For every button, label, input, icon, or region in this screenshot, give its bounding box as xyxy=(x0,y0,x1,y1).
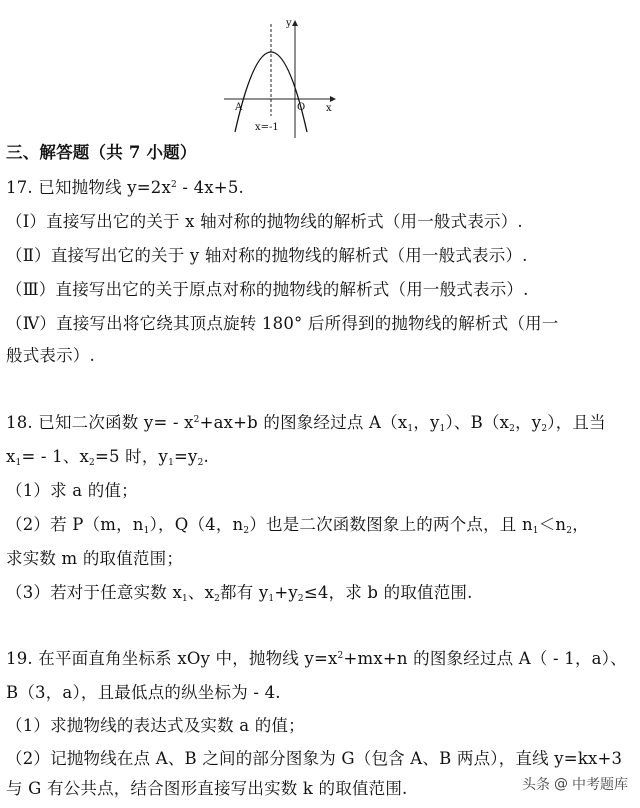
q19-part-2-line1: （2）记抛物线在点 A、B 之间的部分图象为 G（包含 A、B 两点），直线 y=kx+3 xyxy=(6,749,623,768)
q19-part-2-line2: 与 G 有公共点，结合图形直接写出实数 k 的取值范围. xyxy=(6,779,408,798)
q17-part-3: （Ⅲ）直接写出它的关于原点对称的抛物线的解析式（用一般式表示）. xyxy=(6,280,529,299)
q19-stem-line1: 19. 在平面直角坐标系 xOy 中，抛物线 $y=x^2+mx+n$ 的图象经过点 A（ - 1，a）、 xyxy=(6,649,627,668)
q18-part-2-line1: （2）若 P（m，$n_1$），Q（4，$n_2$）也是二次函数图象上的两个点，且 $n_1<n_2$， xyxy=(6,515,589,536)
symmetry-axis-label: x=-1 xyxy=(255,122,279,133)
q17-part-1: （Ⅰ）直接写出它的关于 x 轴对称的抛物线的解析式（用一般式表示）. xyxy=(6,212,523,231)
watermark-name: 中考题库 xyxy=(572,777,628,793)
q19-stem-line2: B（3，a），且最低点的纵坐标为 - 4. xyxy=(6,683,281,702)
q18-part-2-line2: 求实数 m 的取值范围； xyxy=(6,549,184,568)
q18-stem-line1: 18. 已知二次函数 $y= - x^2+ax+b$ 的图象经过点 $A(x_1$，$y_1$）、$B(x_2$，$y_2$），且当 xyxy=(6,413,606,434)
origin-label: O xyxy=(297,102,306,113)
point-a-label: A xyxy=(235,102,243,113)
q17-part-4-line1: （Ⅳ）直接写出将它绕其顶点旋转 180° 后所得到的抛物线的解析式（用一 xyxy=(6,314,559,333)
parabola-graph xyxy=(222,12,342,140)
q18-stem-line2: $x_1= - 1$、$x_2=5$ 时，$y_1=y_2$. xyxy=(6,447,209,468)
watermark-at: @ xyxy=(554,776,568,792)
watermark-prefix: 头条 xyxy=(522,777,550,793)
q18-part-3: （3）若对于任意实数 $x_1$、$x_2$都有 $y_1+y_2\le 4$，求 b 的取值范围. xyxy=(6,583,473,604)
q17-part-2: （Ⅱ）直接写出它的关于 y 轴对称的抛物线的解析式（用一般式表示）. xyxy=(6,246,528,265)
q17-part-4-line2: 般式表示）. xyxy=(6,346,95,365)
q19-part-1: （1）求抛物线的表达式及实数 a 的值； xyxy=(6,716,305,735)
section-title: 三、解答题（共 7 小题） xyxy=(6,143,197,162)
q17-stem: 17. 已知抛物线 $y=2x^2 - 4x+5$. xyxy=(6,178,244,197)
x-axis-arrow-icon xyxy=(330,96,336,102)
q18-part-1: （1）求 a 的值； xyxy=(6,481,138,500)
x-axis-label: x xyxy=(326,103,332,114)
watermark xyxy=(522,774,628,794)
y-axis-arrow-icon xyxy=(292,20,298,26)
parabola-figure xyxy=(222,12,342,140)
y-axis-label: y xyxy=(286,18,292,29)
